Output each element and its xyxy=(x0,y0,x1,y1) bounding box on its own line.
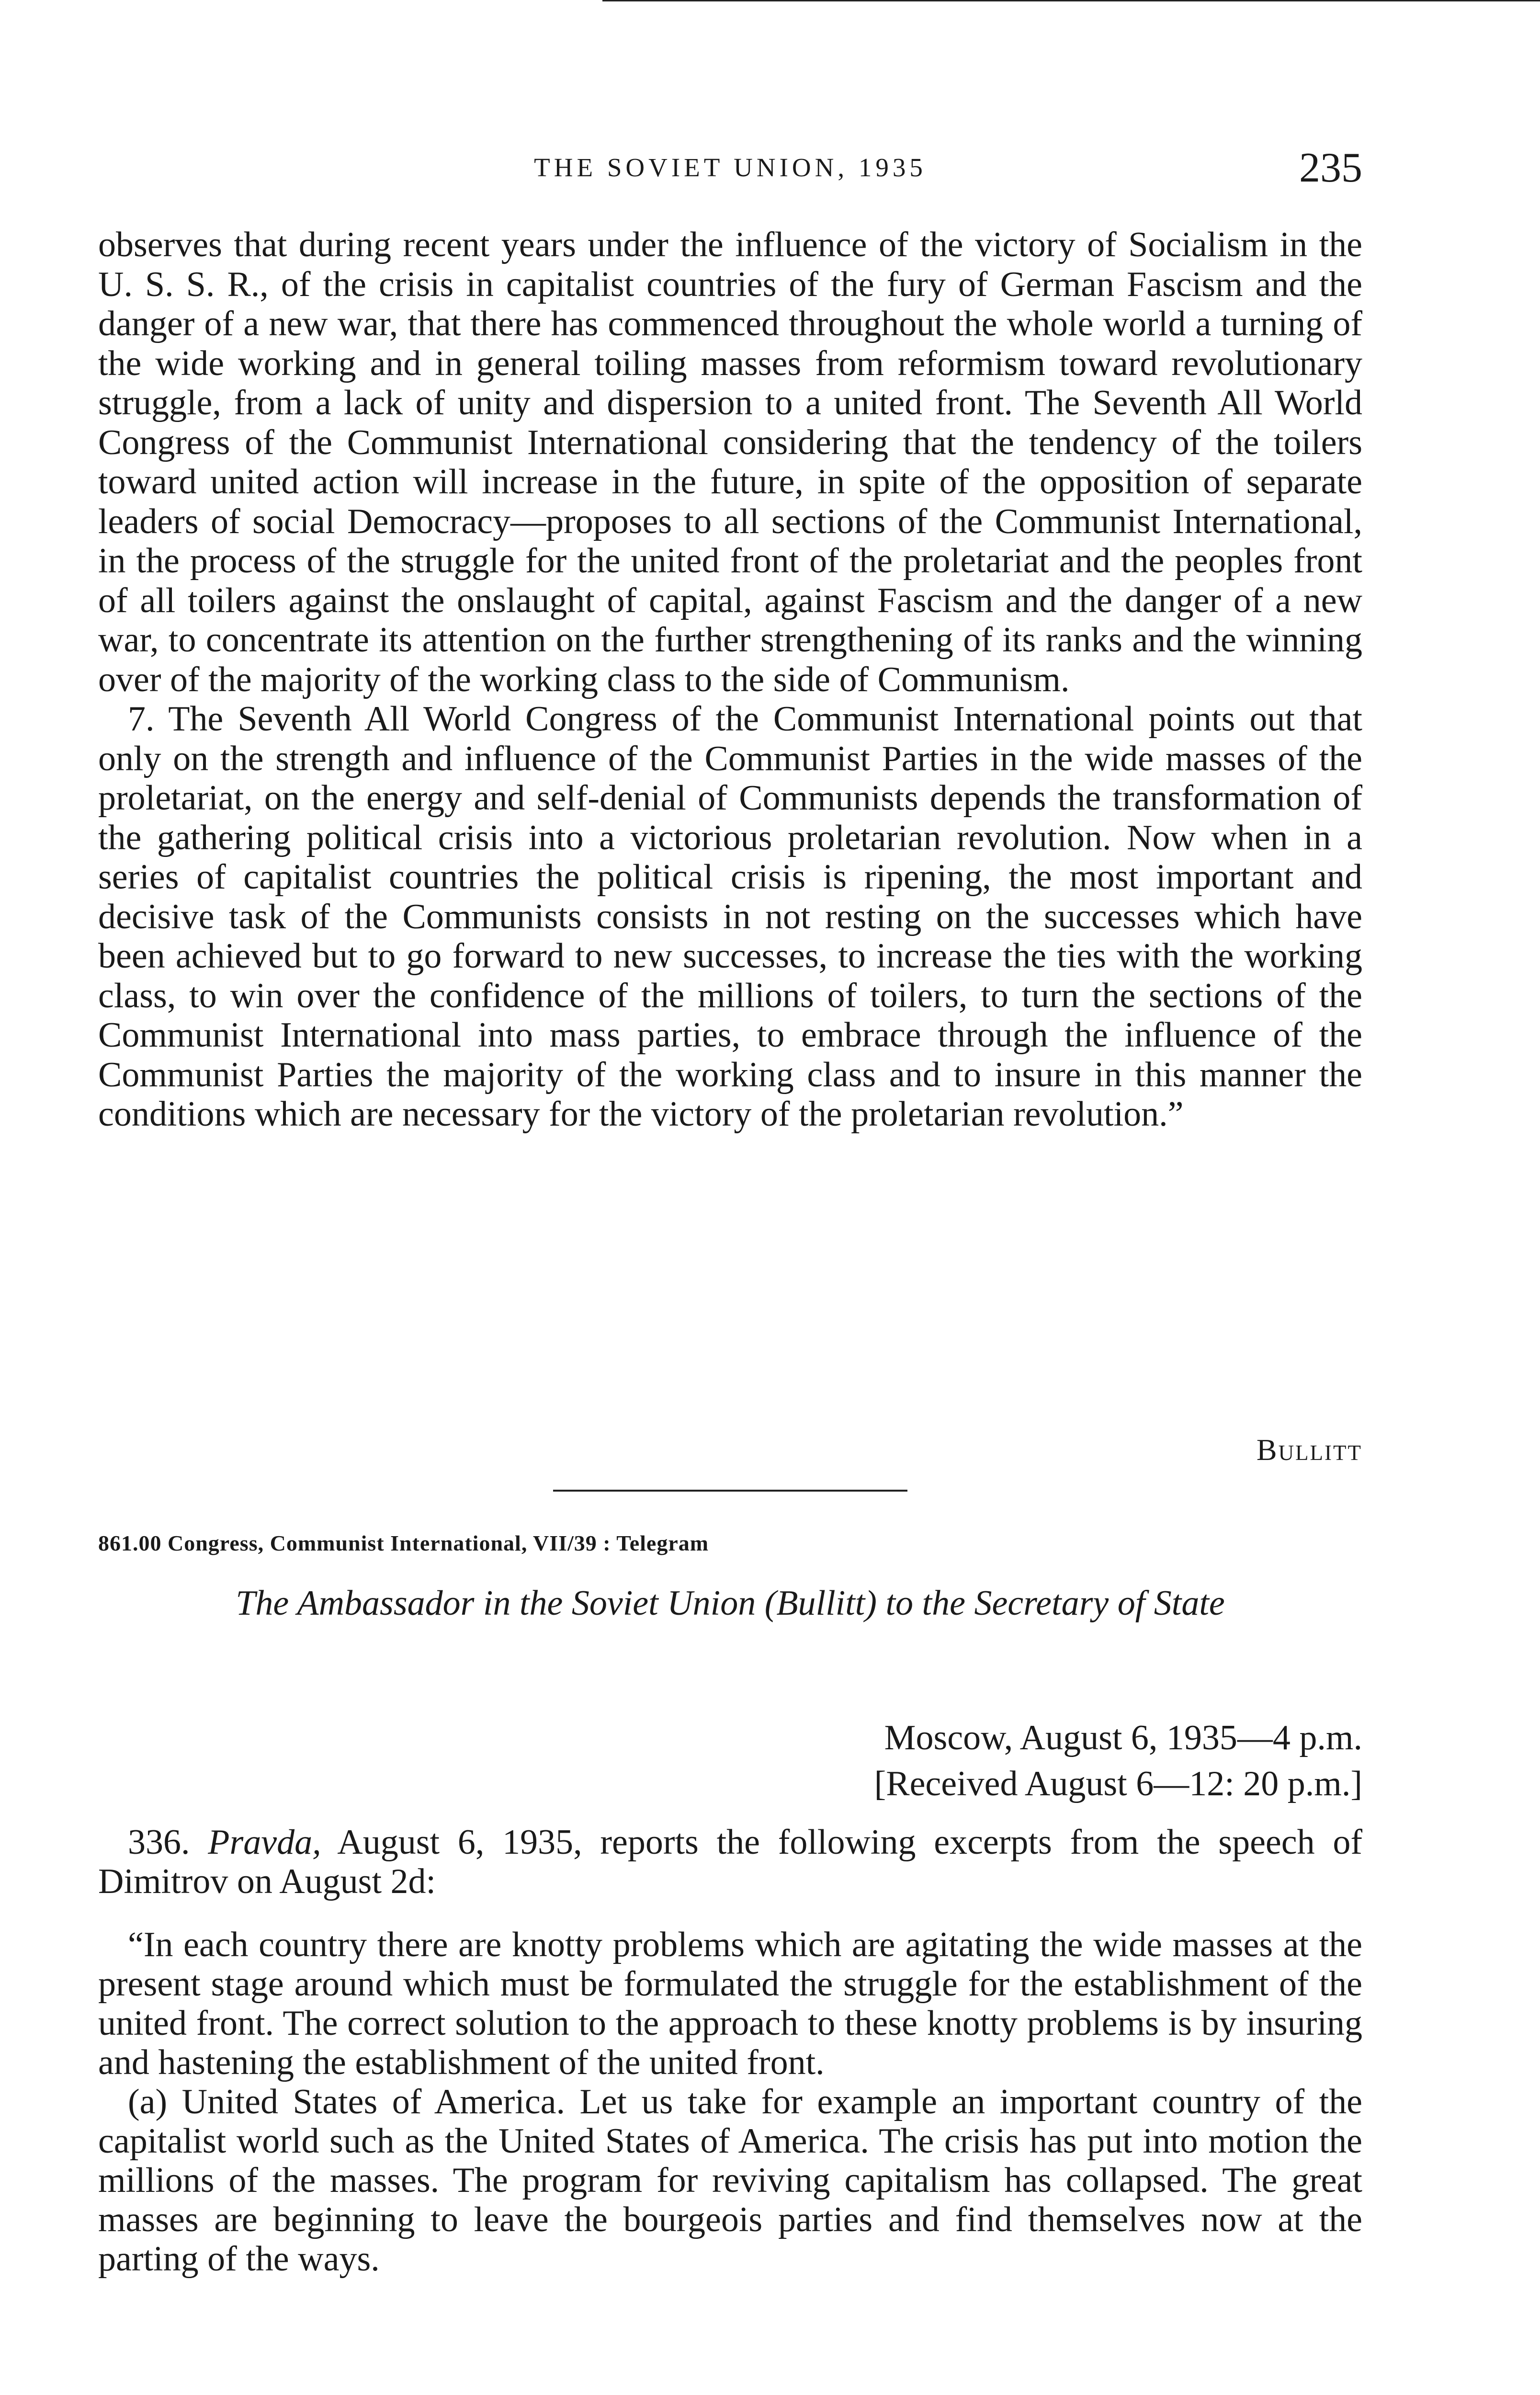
paragraph-point-7: 7. The Seventh All World Congress of the Communist International points out that only on the strength and influence of the Communist Parties in the wide masses of the proletariat, on the energy and self-denial of Communists depends the transformation of the gathering political crisis into a victorious proletarian revolution. Now when in a series of capitalist countries the political crisis is ripening, the most important and decisive task of the Communists consists in not resting on the successes which have been achieved but to go forward to new successes, to increase the ties with the working class, to win over the confidence of the millions of toilers, to turn the sections of the Communist International into mass parties, to embrace through the influence of the Communist Parties the majority of the working class and to insure in this manner the conditions which are necessary for the victory of the proletarian revolution.” xyxy=(98,699,1362,1134)
quote-paragraph-2 xyxy=(98,2082,1362,2279)
received-line: [Received August 6—12: 20 p.m.] xyxy=(874,1764,1362,1803)
signature-bullitt: Bullitt xyxy=(1256,1433,1362,1467)
section-divider xyxy=(553,1490,907,1492)
paragraph-gap xyxy=(98,1901,1362,1925)
telegram-body xyxy=(98,1823,1362,2279)
running-title: THE SOVIET UNION, 1935 xyxy=(534,153,927,182)
continuation-text xyxy=(98,225,1362,1134)
document-page xyxy=(98,0,1362,2395)
paragraph-continued: observes that during recent years under the influence of the victory of Socialism in the U. S. S. R., of the crisis in capitalist countries of the fury of German Fascism and the danger of a new war, that there has commenced throughout the whole world a turning of the wide working and in general toiling masses from reformism toward revolutionary struggle, from a lack of unity and dispersion to a united front. The Seventh All World Congress of the Communist International considering that the tendency of the toilers toward united action will increase in the future, in spite of the opposition of separate leaders of social Democracy—proposes to all sections of the Communist International, in the process of the struggle for the united front of the proletariat and the peoples front of all toilers against the onslaught of capital, against Fascism and the danger of a new war, to concentrate its attention on the further strengthening of its ranks and the winning over of the majority of the working class to the side of Communism. xyxy=(98,225,1362,699)
page-number: 235 xyxy=(1299,145,1362,191)
intro-text: August 6, 1935, reports the following excerpts from the speech of Dimitrov on August 2d: xyxy=(98,1823,1362,1901)
quote-item-label: (a) xyxy=(128,2082,168,2121)
quote-paragraph-1: “In each country there are knotty problems which are agitating the wide masses at the present stage around which must be formulated the struggle for the establishment of the united front. The correct solution to the approach to these knotty problems is by insuring and hastening the establishment of the united front. xyxy=(98,1925,1362,2082)
page-header xyxy=(98,144,1362,196)
intro-number: 336. xyxy=(128,1823,190,1862)
document-title: The Ambassador in the Soviet Union (Bullitt) to the Secretary of State xyxy=(236,1584,1225,1623)
file-reference: 861.00 Congress, Communist International, VII/39 : Telegram xyxy=(98,1531,709,1555)
quote-item-text: United States of America. Let us take for example an important country of the capitalist world such as the United States of America. The crisis has put into motion the millions of the masses. The program for reviving capitalism has collapsed. The great masses are beginning to leave the bourgeois parties and find themselves now at the parting of the ways. xyxy=(98,2082,1363,2279)
intro-source: Pravda, xyxy=(208,1823,321,1862)
dateline: Moscow, August 6, 1935—4 p.m. xyxy=(884,1718,1362,1757)
telegram-intro xyxy=(98,1823,1362,1901)
dateline-block xyxy=(874,1715,1362,1807)
